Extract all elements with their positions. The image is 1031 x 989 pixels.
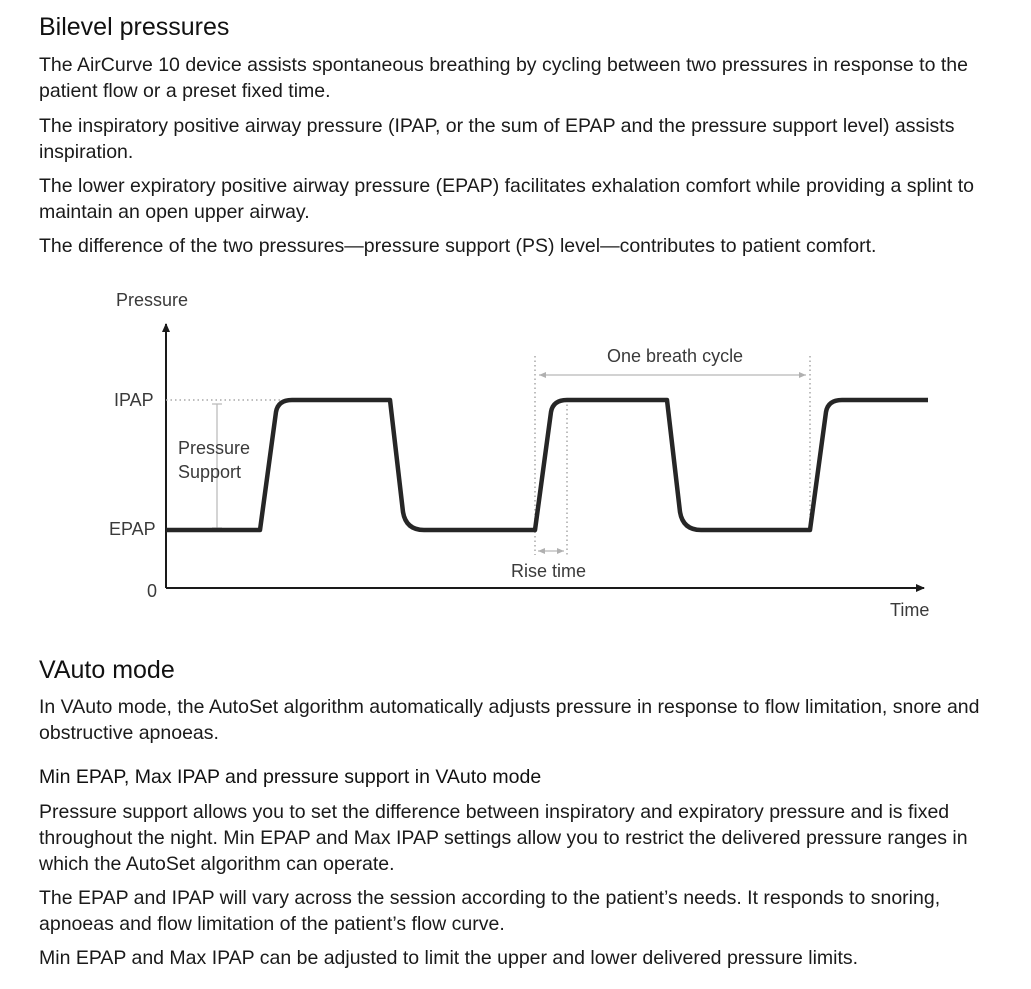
paragraph-aircurve-intro: The AirCurve 10 device assists spontaneous breathing by cycling between two pressures in response to the patient flow or a preset fixed time. — [39, 54, 968, 102]
pressure-support-label-line1: Pressure — [178, 438, 251, 458]
subheading-min-max-pressure: Min EPAP, Max IPAP and pressure support in VAuto mode — [39, 766, 542, 788]
x-axis-label: Time — [890, 600, 930, 620]
paragraph-epap-ipap-variation: The EPAP and IPAP will vary across the session according to the patient’s needs. It responds to snoring, apnoeas and flow limitation of the patient’s flow curve. — [39, 887, 941, 935]
paragraph-vauto-intro: In VAuto mode, the AutoSet algorithm automatically adjusts pressure in response to flow limitation, snore and obstructive apnoeas. — [39, 696, 980, 744]
ipap-axis-label: IPAP — [114, 390, 154, 410]
paragraph-epap: The lower expiratory positive airway pressure (EPAP) facilitates exhalation comfort while providing a splint to maintain an open upper airway. — [39, 175, 974, 223]
paragraph-pressure-support-setting: Pressure support allows you to set the difference between inspiratory and expiratory pressure and is fixed throughout the night. Min EPAP and Max IPAP settings allow you to restrict the delivered pressure ranges in which the AutoSet algorithm can operate. — [39, 801, 968, 875]
paragraph-pressure-support: The difference of the two pressures—pressure support (PS) level—contributes to patient comfort. — [39, 235, 877, 257]
epap-axis-label: EPAP — [109, 519, 156, 539]
rise-time-label: Rise time — [511, 561, 587, 581]
zero-axis-label: 0 — [147, 581, 158, 601]
breath-cycle-label: One breath cycle — [607, 346, 744, 366]
y-axis-label: Pressure — [116, 290, 189, 310]
pressure-support-label-line2: Support — [178, 462, 242, 482]
section-title-vauto: VAuto mode — [39, 656, 175, 684]
section-title-bilevel: Bilevel pressures — [39, 13, 230, 41]
pressure-waveform — [166, 400, 928, 530]
paragraph-limits: Min EPAP and Max IPAP can be adjusted to limit the upper and lower delivered pressure limits. — [39, 947, 859, 969]
paragraph-ipap: The inspiratory positive airway pressure (IPAP, or the sum of EPAP and the pressure support level) assists inspiration. — [39, 115, 955, 163]
